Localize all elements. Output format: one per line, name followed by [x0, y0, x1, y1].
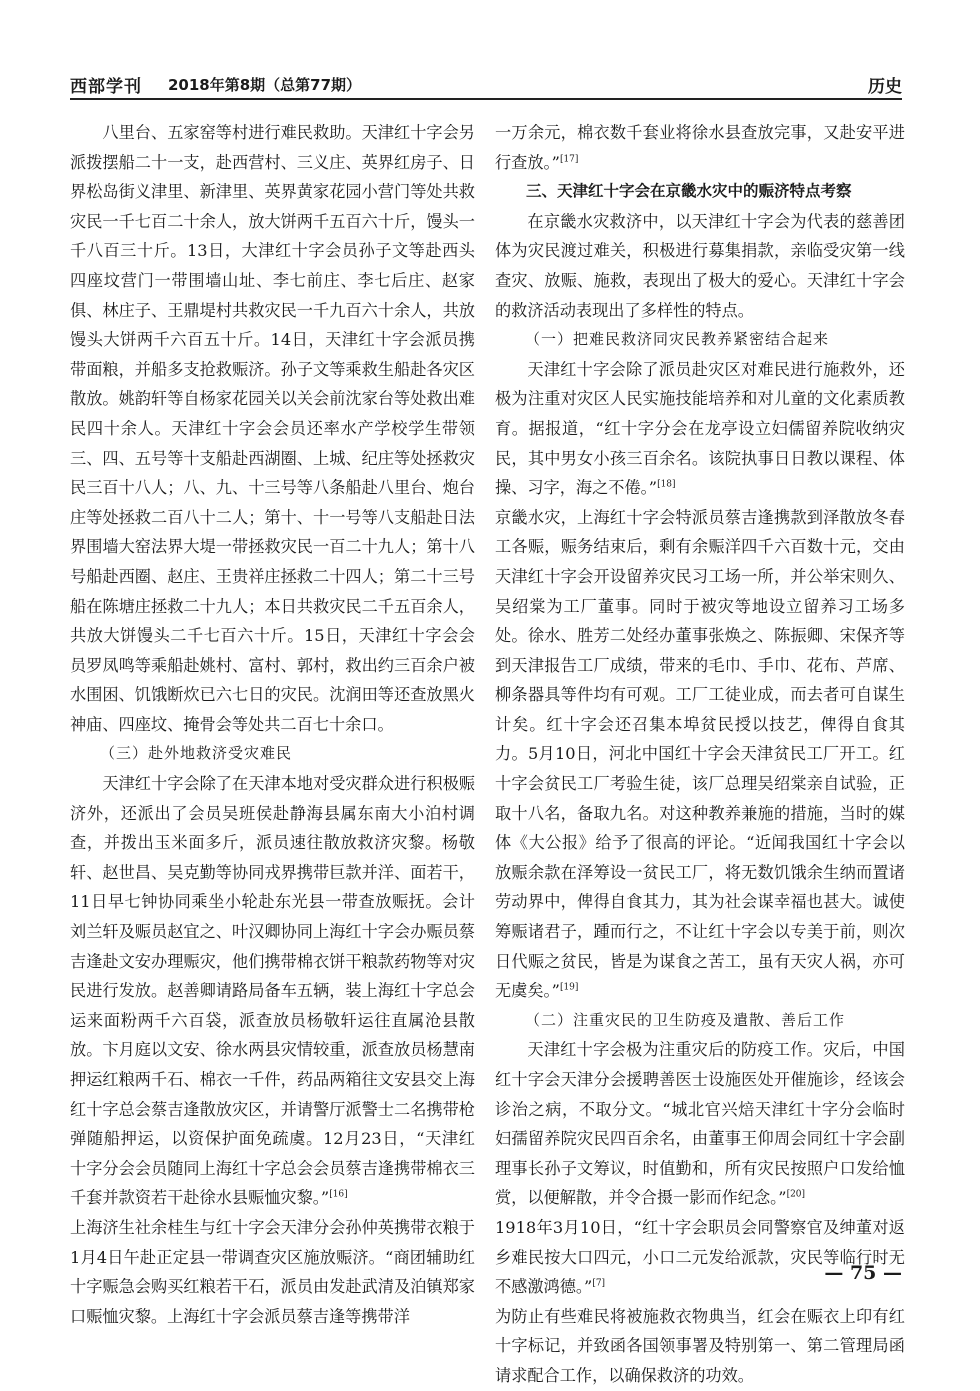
citation-ref: [19] — [559, 982, 579, 993]
subsection-heading — [495, 1006, 905, 1036]
citation-ref: [20] — [786, 1189, 806, 1200]
paragraph-text: 天津红十字会除了在天津本地对受灾群众进行积极赈济外，还派出了会员吴班侯赴静海县属东南大小泊村调查，并拨出玉米面多斤，派员速往散放救济灾黎。杨敬轩、赵世昌、吴克勤等协同戎界携带巨款并洋、面若干，11日早七钟协同乘坐小轮赴东光县一带查放赈抚。会计刘兰轩及赈员赵宜之、叶汉卿协同上海红十字会办赈员蔡吉逢赴文安办理赈灾，他们携带棉衣饼干粮款药物等对灾民进行发放。赵善卿请路局备车五辆，装上海红十字总会运来面粉两千六百袋，派查放员杨敬轩运往直属沧县散放。卞月庭以文安、徐水两县灾情较重，派查放员杨慧南押运红粮两千石、棉衣一千件，药品两箱往文安县交上海红十字总会蔡吉逢散放灾区，并请警厅派警士二名携带枪弹随船押运，以资保护面免疏虞。12月23日，“天津红十字分会会员随同上海红十字总会会员蔡吉逢携带棉衣三千套并款资若干赴徐水县赈恤灾黎。” — [70, 774, 475, 1208]
journal-name: 西部学刊 — [70, 77, 142, 97]
paragraph — [70, 1213, 475, 1331]
citation-ref: [17] — [559, 154, 579, 165]
paragraph — [70, 769, 475, 1213]
paragraph — [70, 118, 475, 739]
subsection-heading — [495, 325, 905, 355]
paragraph-text: 1918年3月10日，“红十字会职员会同警察官及绅董对返乡难民按大口四元，小口二元发给派款，灾民等临行时无不感激鸿德。” — [495, 1217, 905, 1297]
paragraph-text: 三、天津红十字会在京畿水灾中的赈济特点考察 — [526, 182, 852, 201]
citation-ref: [16] — [329, 1189, 348, 1200]
running-header — [70, 72, 902, 100]
section-label: 历史 — [868, 77, 902, 97]
paragraph-text: 一万余元，棉衣数千套业将徐水县查放完事，又赴安平进行查放。” — [495, 123, 905, 172]
paragraph — [495, 1035, 905, 1213]
paragraph — [495, 1213, 905, 1302]
page-number: — 75 — — [824, 1262, 902, 1284]
paragraph — [495, 355, 905, 503]
paragraph — [495, 118, 905, 177]
paragraph-text: 在京畿水灾救济中，以天津红十字会为代表的慈善团体为灾民渡过难关，积极进行募集捐款，亲临受灾第一线查灾、放赈、施救，表现出了极大的爱心。天津红十字会的救济活动表现出了多样性的特点。 — [495, 211, 905, 320]
issue-info: 2018年第8期（总第77期） — [168, 76, 362, 94]
paragraph-text: （三）赴外地救济受灾难民 — [100, 744, 293, 763]
paragraph — [495, 1302, 905, 1391]
paragraph-text: 天津红十字会极为注重灾后的防疫工作。灾后，中国红十字会天津分会援聘善医士设施医处开催施诊，经该会诊治之病，不取分文。“城北官兴焙天津红十字分会临时妇孺留养院灾民四百余名，由董事王仰周会同红十字会副理事长孙子文筹议，时值勤和，所有灾民按照户口发给恤赏，以便解散，并令合摄一影而作纪念。” — [495, 1040, 905, 1208]
section-heading — [495, 177, 905, 207]
paragraph-text: 为防止有些难民将被施救衣物典当，红会在赈衣上印有红十字标记，并致函各国领事署及特别第一、第二管理局函请求配合工作，以确保救济的功效。 — [495, 1306, 905, 1385]
subsection-heading — [70, 739, 475, 769]
paragraph-text: 京畿水灾，上海红十字会特派员蔡吉逢携款到泽散放冬春工各赈，赈务结束后，剩有余赈洋四千六百数十元，交由天津红十字会开设留养灾民习工场一所，并公举宋则久、吴绍棠为工厂董事。同时于被灾等地设立留养习工场多处。徐水、胜芳二处经办董事张焕之、陈振卿、宋保齐等到天津报告工厂成绩，带来的毛巾、手巾、花布、芦席、柳条器具等件均有可观。工厂工徒业成，而去者可自谋生计矣。红十字会还召集本埠贫民授以技艺，俾得自食其力。5月10日，河北中国红十字会天津贫民工厂开工。红十字会贫民工厂考验生徒，该厂总理吴绍棠亲自试验，正取十八名，备取九名。对这种教养兼施的措施，当时的媒体《大公报》给予了很高的评论。“近闻我国红十字会以放赈余款在泽筹设一贫民工厂，将无数饥饿余生纳而置诸劳动界中，俾得自食其力，其为社会谋幸福也甚大。诚使筹赈诸君子，踵而行之，不让红十字会以专美于前，则次日代赈之贫民，皆是为谋食之苦工，虽有天灾人祸，亦可无虞矣。” — [495, 507, 905, 1001]
citation-ref: [7] — [592, 1278, 606, 1289]
paragraph-text: （一）把难民救济同灾民教养紧密结合起来 — [525, 330, 830, 349]
right-column — [495, 118, 905, 1391]
citation-ref: [18] — [657, 479, 676, 490]
paragraph — [495, 503, 905, 1006]
left-column — [70, 118, 475, 1331]
paragraph-text: 八里台、五家窑等村进行难民救助。天津红十字会另派拨摆船二十一支，赴西营村、三义庄、英界红房子、日界松岛街义津里、新津里、英界黄家花园小营门等处共救灾民一千七百二十余人，放大饼两千五百六十斤，馒头一千八百三十斤。13日，大津红十字会员孙子文等赴西头四座坟营门一带围墙山址、李七前庄、李七后庄、赵家俱、林庄子、王鼎堤村共救灾民一千九百六十余人，共放馒头大饼两千六百五十斤。14日，天津红十字会派员携带面粮，并船多支抢救赈济。孙子文等乘救生船赴各灾区散放。姚韵轩等自杨家花园关以关会前沈家台等处救出难民四十余人。天津红十字会会员还率水产学校学生带领三、四、五号等十支船赴西湖圈、上城、纪庄等处拯救灾民三百十八人；八、九、十三号等八条船赴八里台、炮台庄等处拯救二百八十二人；第十、十一号等八支船赴日法界围墙大窑法界大堤一带拯救灾民一百二十九人；第十八号船赴西圈、赵庄、王贵祥庄拯救二十四人；第二十三号船在陈塘庄拯救二十九人；本日共救灾民二千五百余人，共放大饼馒头二千七百六十斤。15日，天津红十字会会员罗凤鸣等乘船赴姚村、富村、郭村，救出约三百余户被水围困、饥饿断炊已六七日的灾民。沈润田等还查放黑火神庙、四座坟、掩骨会等处共二百七十余口。 — [70, 123, 475, 734]
paragraph — [495, 207, 905, 325]
paragraph-text: 天津红十字会除了派员赴灾区对难民进行施救外，还极为注重对灾区人民实施技能培养和对儿童的文化素质教育。据报道，“红十字分会在龙亭设立妇儒留养院收纳灾民，其中男女小孩三百余名。该院执事日日教以课程、体操、习字，海之不倦。” — [495, 359, 905, 498]
paragraph-text: （二）注重灾民的卫生防疫及遣散、善后工作 — [525, 1010, 846, 1029]
paragraph-text: 上海济生社余桂生与红十字会天津分会孙仲英携带衣粮于1月4日午赴正定县一带调查灾区施放赈济。“商团辅助红十字赈急会购买红粮若干石，派员由发赴武清及泊镇郑家口赈恤灾黎。上海红十字会派员蔡吉逢等携带洋 — [70, 1217, 475, 1326]
